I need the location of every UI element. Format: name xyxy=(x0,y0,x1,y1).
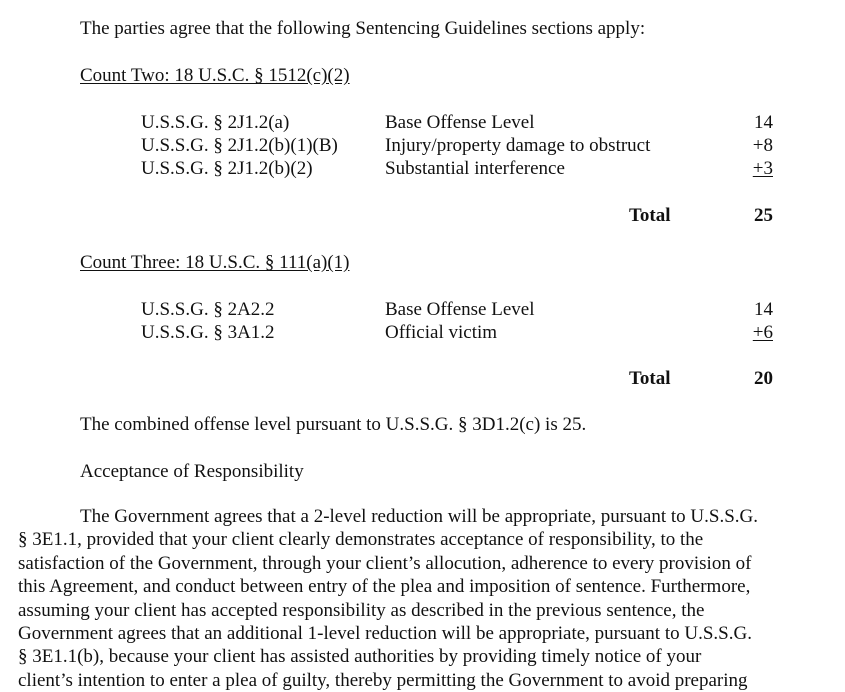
combined-offense-text: The combined offense level pursuant to U.S.S.G. § 3D1.2(c) is 25. xyxy=(80,414,587,435)
paragraph-line: § 3E1.1(b), because your client has assisted authorities by providing timely notice of your xyxy=(18,646,702,668)
intro-text: The parties agree that the following Sentencing Guidelines sections apply: xyxy=(80,18,646,39)
count-two-heading: Count Two: 18 U.S.C. § 1512(c)(2) xyxy=(80,65,350,86)
paragraph-line: The Government agrees that a 2-level reduction will be appropriate, pursuant to U.S.S.G. xyxy=(80,506,758,527)
count-three-description: Base Offense Level xyxy=(385,299,535,320)
count-two-total-value: 25 xyxy=(754,205,773,226)
paragraph-line: § 3E1.1, provided that your client clearly demonstrates acceptance of responsibility, to the xyxy=(18,529,704,551)
count-two-level: +8 xyxy=(752,135,773,156)
count-three-section: U.S.S.G. § 3A1.2 xyxy=(141,322,275,343)
count-two-description: Base Offense Level xyxy=(385,112,535,133)
count-two-level: 14 xyxy=(754,112,773,133)
count-two-description: Injury/property damage to obstruct xyxy=(385,135,651,156)
paragraph-line: assuming your client has accepted responsibility as described in the previous sentence, the xyxy=(18,599,705,621)
count-two-total-label: Total xyxy=(629,205,671,226)
paragraph-line: client’s intention to enter a plea of guilty, thereby permitting the Government to avoid preparing xyxy=(18,669,748,691)
acceptance-heading: Acceptance of Responsibility xyxy=(80,461,304,482)
paragraph-line: Government agrees that an additional 1-level reduction will be appropriate, pursuant to U.S.S.G. xyxy=(18,623,752,645)
count-two-section: U.S.S.G. § 2J1.2(b)(2) xyxy=(141,158,313,179)
count-three-section: U.S.S.G. § 2A2.2 xyxy=(141,299,275,320)
count-two-section: U.S.S.G. § 2J1.2(a) xyxy=(141,112,290,133)
count-three-level: +6 xyxy=(752,322,773,343)
count-three-total-value: 20 xyxy=(754,368,773,389)
count-two-section: U.S.S.G. § 2J1.2(b)(1)(B) xyxy=(141,135,338,156)
count-two-level: +3 xyxy=(752,158,773,179)
acceptance-paragraph xyxy=(18,505,810,692)
count-three-level: 14 xyxy=(754,299,773,320)
count-two-description: Substantial interference xyxy=(385,158,565,179)
count-three-total-label: Total xyxy=(629,368,671,389)
paragraph-line: satisfaction of the Government, through your client’s allocution, adherence to every provision of xyxy=(18,552,752,574)
count-three-description: Official victim xyxy=(385,322,498,343)
count-three-heading: Count Three: 18 U.S.C. § 111(a)(1) xyxy=(80,252,350,273)
paragraph-line: this Agreement, and conduct between entry of the plea and imposition of sentence. Furthermore, xyxy=(18,576,751,598)
